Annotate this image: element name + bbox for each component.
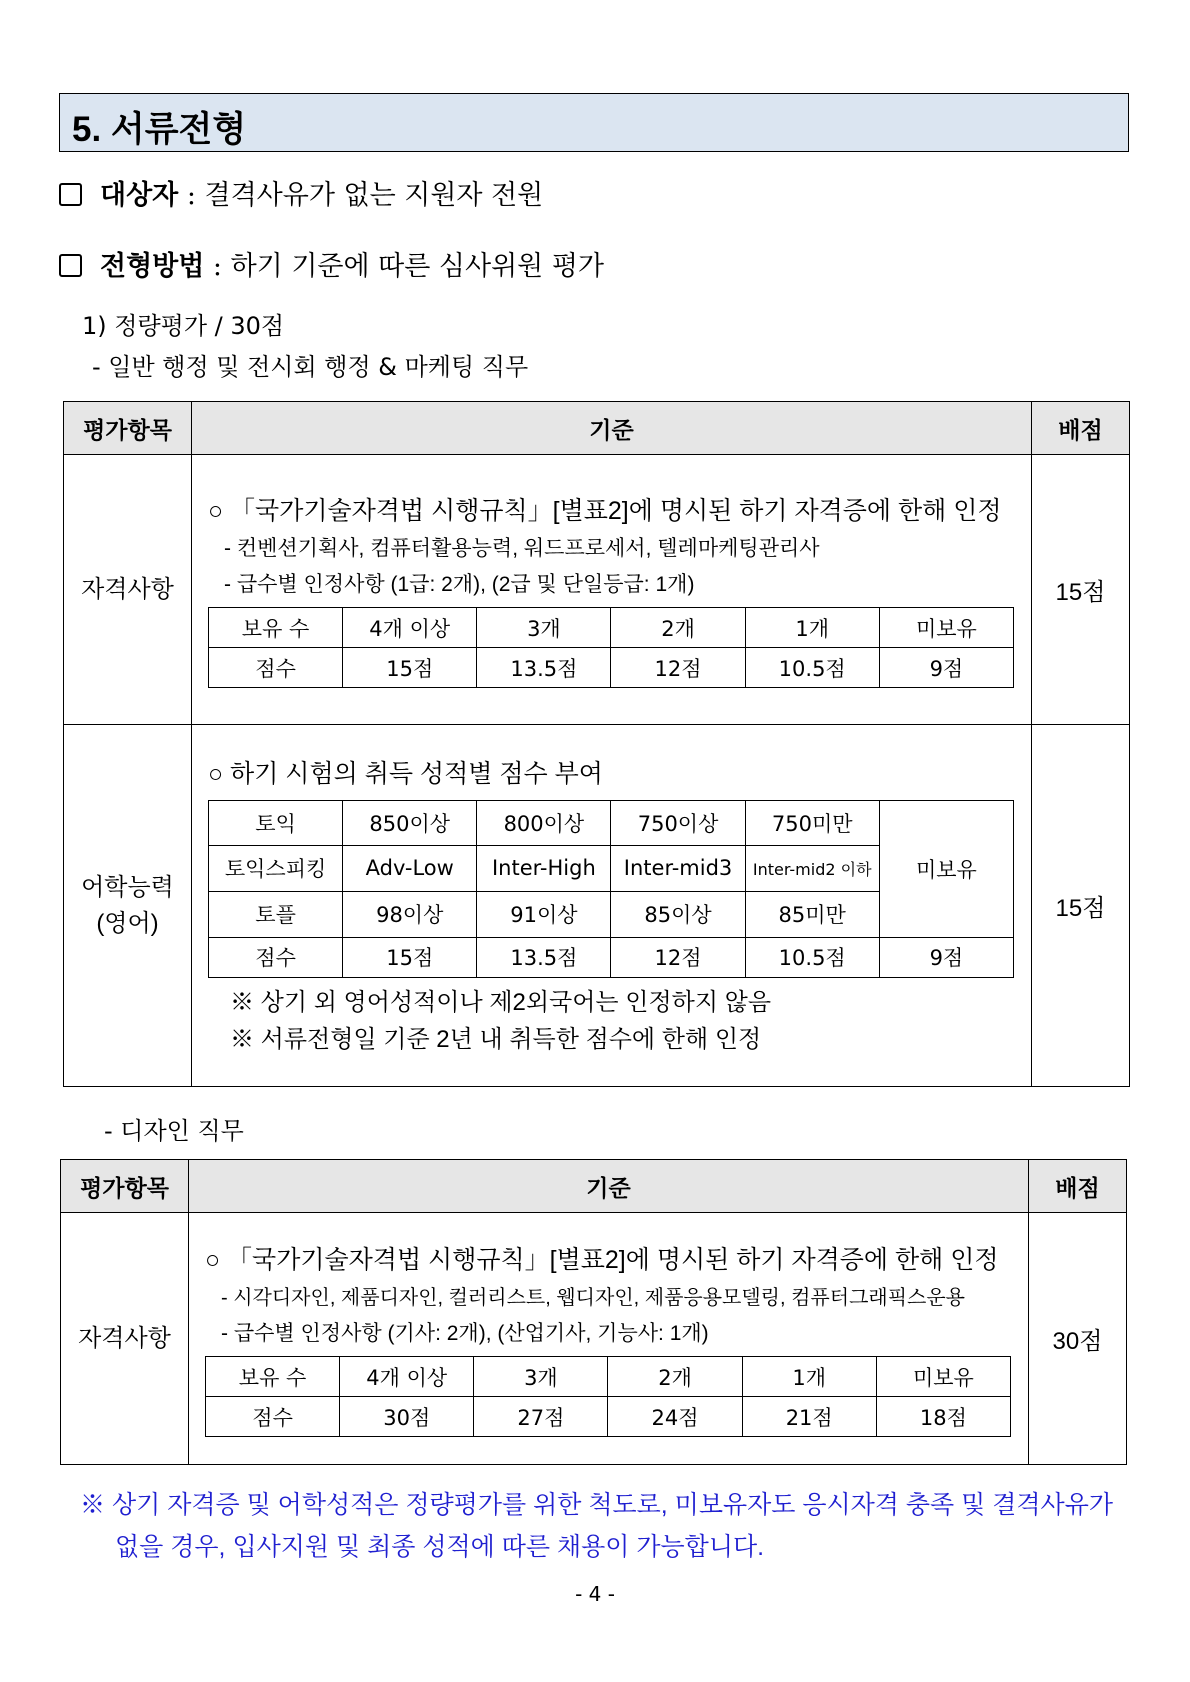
method-label: 전형방법 [100,251,205,282]
table-cell: 13.5점 [477,648,611,688]
evaluation-table-general [63,401,1130,1087]
table-row [209,937,1014,977]
category-lang-line1: 어학능력 [81,873,174,901]
table-cell: 토익스피킹 [209,845,343,891]
table-row [209,648,1014,688]
header-points: 배점 [1032,402,1130,455]
header-criteria: 기준 [189,1160,1029,1213]
table-cell: 27점 [474,1397,608,1437]
criteria-cert-design [189,1213,1029,1465]
method-text: : 하기 기준에 따른 심사위원 평가 [212,251,604,282]
points-cert: 15점 [1032,455,1130,725]
table-cell: 9점 [879,648,1013,688]
table-cell: 3개 [477,608,611,648]
target-label: 대상자 [100,180,179,211]
cert-rule-line: ○ 「국가기술자격법 시행규칙」[별표2]에 명시된 하기 자격증에 한해 인정 [208,497,1002,525]
table-cell: 98이상 [343,891,477,937]
category-lang [64,725,192,1087]
page-number: - 4 - [575,1582,615,1606]
header-points: 배점 [1029,1160,1127,1213]
job2-heading: - 디자인 직무 [104,1117,244,1145]
table-cell: 15점 [343,648,477,688]
table-cell: Inter-mid2 이하 [745,845,879,891]
evaluation-table-design [60,1159,1127,1465]
target-text: : 결격사유가 없는 지원자 전원 [186,180,544,211]
table-cell: Inter-High [477,845,611,891]
table-cell: 13.5점 [477,937,611,977]
header-criteria: 기준 [192,402,1032,455]
table-cell: 미보유 [879,608,1013,648]
lang-score-table [208,800,1014,978]
table-cell: Adv-Low [343,845,477,891]
table-cell: 10.5점 [745,648,879,688]
table-cell: 85미만 [745,891,879,937]
table-cell: 9점 [879,937,1013,977]
method-line [59,244,604,283]
table-row [209,608,1014,648]
section-title-box [59,93,1129,152]
table-cell: 미보유 [879,800,1013,937]
cert-grade-line: - 급수별 인정사항 (1급: 2개), (2급 및 단일등급: 1개) [224,573,695,596]
table-cell: 21점 [742,1397,876,1437]
job1-heading: - 일반 행정 및 전시회 행정 & 마케팅 직무 [92,353,529,381]
table-cell: 10.5점 [745,937,879,977]
cert-rule-line: ○ 「국가기술자격법 시행규칙」[별표2]에 명시된 하기 자격증에 한해 인정 [205,1246,999,1274]
footnote-line2: 없을 경우, 입사지원 및 최종 성적에 따른 채용이 가능합니다. [115,1533,765,1561]
table-cell: 점수 [209,937,343,977]
table-cell: 4개 이상 [340,1357,474,1397]
table-cell: 4개 이상 [343,608,477,648]
table-cell: 보유 수 [206,1357,340,1397]
lang-rule-line: ○ 하기 시험의 취득 성적별 점수 부여 [208,759,603,788]
checkbox-square-icon [59,254,82,277]
table-cell: 미보유 [876,1357,1010,1397]
table-cell: 750미만 [745,800,879,845]
criteria-lang [192,725,1032,1087]
footnote-line1: ※ 상기 자격증 및 어학성적은 정량평가를 위한 척도로, 미보유자도 응시자격 충족 및 결격사유가 [80,1491,1113,1519]
table-cell: 점수 [206,1397,340,1437]
table-cell: 1개 [745,608,879,648]
table-cell: 12점 [611,937,745,977]
section-title: 5. 서류전형 [72,110,247,149]
quant-heading: 1) 정량평가 / 30점 [82,312,285,340]
table-cell: 보유 수 [209,608,343,648]
table-cell: 3개 [474,1357,608,1397]
table-cell: 30점 [340,1397,474,1437]
table-cell: 토익 [209,800,343,845]
cert-list-line: - 컨벤션기획사, 컴퓨터활용능력, 워드프로세서, 텔레마케팅관리사 [224,537,820,560]
table-cell: 토플 [209,891,343,937]
table-cell: 85이상 [611,891,745,937]
table-cell: 750이상 [611,800,745,845]
table-cell: 1개 [742,1357,876,1397]
table-row [206,1397,1011,1437]
table-cell: 점수 [209,648,343,688]
table-row [206,1357,1011,1397]
table-cell: 2개 [608,1357,742,1397]
target-line [59,173,543,212]
checkbox-square-icon [59,183,82,206]
lang-note-2: ※ 서류전형일 기준 2년 내 취득한 점수에 한해 인정 [230,1025,762,1053]
table-cell: 18점 [876,1397,1010,1437]
category-cert: 자격사항 [64,455,192,725]
points-lang: 15점 [1032,725,1130,1087]
table-cell: 15점 [343,937,477,977]
table-cell: Inter-mid3 [611,845,745,891]
criteria-cert [192,455,1032,725]
cert-score-table-design [205,1356,1011,1437]
cert-score-table [208,607,1014,688]
lang-note-1: ※ 상기 외 영어성적이나 제2외국어는 인정하지 않음 [230,988,772,1016]
cert-list-line: - 시각디자인, 제품디자인, 컬러리스트, 웹디자인, 제품응용모델링, 컴퓨터그래픽스운용 [221,1287,965,1309]
category-cert-design: 자격사항 [61,1213,189,1465]
table-cell: 850이상 [343,800,477,845]
category-lang-line2: (영어) [96,909,159,937]
footnote [80,1484,1113,1568]
table-row [209,800,1014,845]
table-cell: 12점 [611,648,745,688]
table-cell: 2개 [611,608,745,648]
header-item: 평가항목 [64,402,192,455]
table-cell: 800이상 [477,800,611,845]
cert-grade-line: - 급수별 인정사항 (기사: 2개), (산업기사, 기능사: 1개) [221,1322,709,1345]
header-item: 평가항목 [61,1160,189,1213]
table-cell: 24점 [608,1397,742,1437]
points-cert-design: 30점 [1029,1213,1127,1465]
table-cell: 91이상 [477,891,611,937]
